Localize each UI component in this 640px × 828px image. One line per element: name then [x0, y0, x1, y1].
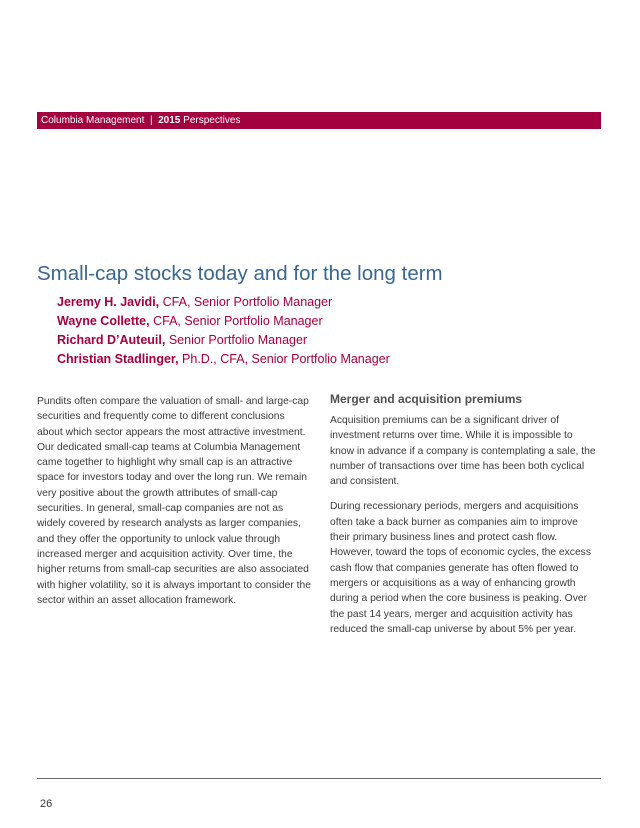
author-name: Jeremy H. Javidi, — [57, 295, 160, 309]
author-item — [57, 312, 390, 331]
author-role: CFA, Senior Portfolio Manager — [162, 295, 333, 309]
author-name: Christian Stadlinger, — [57, 352, 179, 366]
header-bar — [37, 112, 601, 129]
page-number: 26 — [40, 798, 53, 810]
author-name: Richard D’Auteuil, — [57, 333, 166, 347]
author-item — [57, 350, 390, 369]
author-item — [57, 331, 390, 350]
section-heading: Merger and acquisition premiums — [330, 392, 523, 406]
body-paragraph: During recessionary periods, mergers and acquisitions often take a back burner as companies aim to improve their primary business lines and protect cash flow. However, toward the tops of economic cycles, the excess cash flow that companies generate has often flowed to mergers or acquisitions as a way of enhancing growth during a period when the core business is peaking. Over the past 14 years, merger and acquisition activity has reduced the small-cap universe by about 5% per year. — [330, 501, 591, 635]
header-year: 2015 — [158, 115, 181, 126]
body-paragraph: Acquisition premiums can be a significant driver of investment returns over time. While it is impossible to know in advance if a company is contemplating a sale, the number of transactions over time has been both cyclical and consistent. — [330, 415, 596, 488]
author-role: CFA, Senior Portfolio Manager — [153, 314, 323, 328]
article-title: Small-cap stocks today and for the long term — [37, 262, 443, 285]
intro-paragraph: Pundits often compare the valuation of small- and large-cap securities and frequently come to different conclusions about which sector appears the most attractive investment. Our dedicated small-cap teams at Columbia Management came together to highlight why small cap is an attractive space for investors today and over the long run. We remain very positive about the growth attributes of small-cap securities. In general, small-cap companies are not as widely covered by research analysts as larger companies, and they offer the opportunity to unlock value through increased merger and acquisition activity. Over time, the higher returns from small-cap securities are also associated with higher volatility, so it is always important to consider the sector within an asset allocation framework. — [37, 396, 311, 606]
header-brand: Columbia Management — [41, 115, 145, 126]
author-item — [57, 293, 390, 312]
right-column — [330, 391, 598, 647]
header-separator: | — [149, 115, 153, 126]
footer-divider — [37, 778, 601, 779]
author-list — [57, 293, 390, 369]
author-role: Ph.D., CFA, Senior Portfolio Manager — [182, 352, 390, 366]
header-section: Perspectives — [183, 115, 241, 126]
author-name: Wayne Collette, — [57, 314, 150, 328]
author-role: Senior Portfolio Manager — [168, 333, 308, 347]
